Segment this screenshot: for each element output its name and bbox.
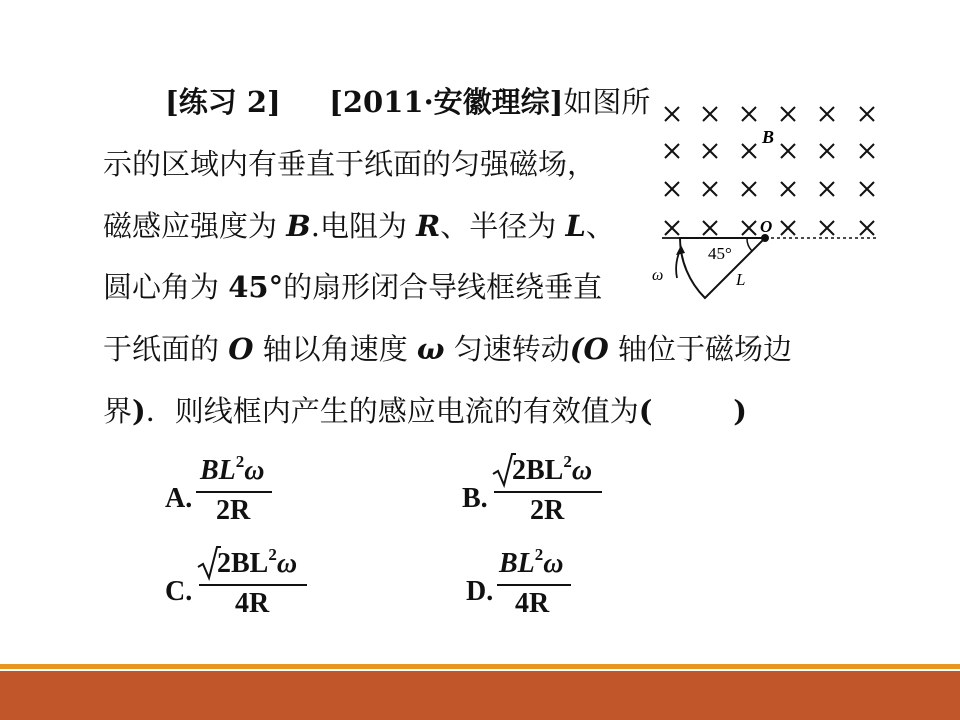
center-label: O	[760, 217, 773, 236]
field-cross-icon	[703, 182, 717, 196]
field-cross-icon	[781, 107, 795, 121]
field-cross-icon	[820, 144, 834, 158]
footer-bar	[0, 671, 960, 720]
source-tag: [2011·安徽理综]	[329, 85, 564, 119]
angle-label: 45°	[708, 244, 732, 263]
footer-accent-line	[0, 664, 960, 669]
radius-label: L	[736, 270, 746, 289]
line6-text-1: 界	[103, 394, 133, 428]
line5-text-1: 于纸面的	[103, 332, 229, 366]
option-b-numerator: $2BL^2\omega$	[512, 452, 593, 486]
var-L: L	[565, 209, 586, 243]
field-cross-icon	[781, 221, 795, 235]
line5-text-3: 匀速转动	[444, 332, 570, 366]
field-cross-icon	[781, 144, 795, 158]
line5-text-2: 轴以角速度	[253, 332, 417, 366]
field-cross-icon	[742, 107, 756, 121]
option-b-bar	[494, 491, 602, 493]
option-d-bar	[497, 584, 571, 586]
field-cross-icon	[703, 144, 717, 158]
line3-text-3: 、半径为	[440, 209, 566, 243]
option-a-denominator: 2R	[216, 495, 251, 526]
option-a-fraction	[196, 452, 276, 527]
field-cross-icon	[860, 144, 874, 158]
problem-line-1	[165, 85, 651, 119]
line5-text-4: 轴位于磁场边	[608, 332, 792, 366]
option-a-label: A.	[165, 483, 193, 514]
field-cross-icon	[665, 107, 679, 121]
line1-text: 如图所	[563, 85, 651, 119]
var-B: B	[286, 209, 311, 243]
var-O: O	[228, 332, 254, 366]
problem-line-3	[103, 209, 615, 243]
option-c-denominator: 4R	[235, 588, 270, 619]
field-label: B	[762, 127, 775, 147]
field-cross-icon	[781, 182, 795, 196]
field-cross-icon	[742, 182, 756, 196]
field-cross-icon	[860, 182, 874, 196]
problem-line-4	[103, 270, 603, 304]
exercise-tag: [练习 2]	[165, 85, 281, 119]
option-b-label: B.	[462, 483, 488, 514]
field-cross-icon	[820, 107, 834, 121]
angle-arc	[747, 238, 752, 251]
field-cross-icon	[860, 107, 874, 121]
problem-line-5	[103, 332, 792, 366]
option-d-label: D.	[466, 576, 494, 607]
field-cross-icon	[860, 221, 874, 235]
field-cross-icon	[742, 144, 756, 158]
field-cross-icon	[665, 144, 679, 158]
option-b-denominator: 2R	[530, 495, 565, 526]
field-cross-icon	[665, 221, 679, 235]
field-cross-icon	[742, 221, 756, 235]
option-d-denominator: 4R	[515, 588, 550, 619]
option-a-numerator: $BL^2\omega$	[200, 452, 265, 486]
problem-line-2	[103, 147, 597, 181]
option-c-label: C.	[165, 576, 193, 607]
angle-45: 45°	[228, 270, 284, 304]
field-cross-icon	[665, 182, 679, 196]
line3-text-4: 、	[585, 209, 615, 243]
line4-text-2: 的扇形闭合导线框绕垂直	[283, 270, 603, 304]
option-b-fraction	[492, 450, 612, 528]
option-c-numerator: $2BL^2\omega$	[217, 545, 298, 579]
line3-text-1: 磁感应强度为	[103, 209, 287, 243]
rotation-arrow-head	[676, 245, 685, 255]
var-omega: ω	[416, 332, 445, 366]
problem-line-6	[103, 394, 747, 428]
omega-label: ω	[652, 267, 664, 284]
field-cross-icon	[820, 221, 834, 235]
field-cross-icon	[703, 221, 717, 235]
option-a-bar	[196, 491, 272, 493]
line4-text-1: 圆心角为	[103, 270, 229, 304]
field-cross-icon	[820, 182, 834, 196]
paren-O: (O	[569, 332, 609, 366]
option-d-numerator: $BL^2\omega$	[499, 545, 564, 579]
var-R: R	[416, 209, 441, 243]
magnetic-field-figure	[650, 95, 900, 305]
answer-blank: ( )	[638, 394, 747, 428]
option-c-bar	[199, 584, 307, 586]
option-d-fraction	[497, 545, 577, 620]
line3-text-2: .电阻为	[310, 209, 417, 243]
paren-close: )	[132, 394, 146, 428]
option-c-fraction	[197, 543, 317, 621]
field-cross-icon	[703, 107, 717, 121]
line6-text-2: ．则线框内产生的感应电流的有效值为	[145, 394, 639, 428]
line2-text: 示的区域内有垂直于纸面的匀强磁场，	[103, 147, 597, 181]
